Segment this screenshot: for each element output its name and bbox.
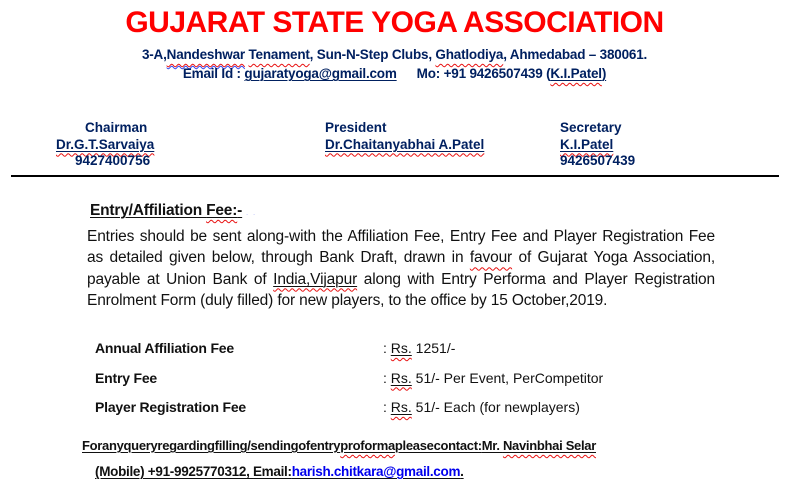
grammar-squiggle	[150, 138, 326, 154]
contact-email-link[interactable]: harish.chitkara@gmail.com	[291, 464, 461, 479]
body-paragraph	[87, 226, 715, 311]
officer-name: Dr.G.T.Sarvaiya	[56, 136, 155, 152]
mobile-label: Mo: +91 9426507439 (	[416, 66, 551, 81]
fee-label: Annual Affiliation Fee	[95, 340, 234, 356]
officer-role: Secretary	[560, 120, 622, 135]
fee-value: : Rs. 51/- Each (for newplayers)	[383, 399, 580, 415]
officer-name: Dr.Chaitanyabhai A.Patel	[325, 136, 485, 152]
misspelled-word: proforma	[340, 438, 395, 453]
fee-row-entry	[95, 370, 603, 387]
address-part: , Ahmedabad – 380061.	[503, 47, 648, 62]
query-text: For any query regarding filling/sending of entry proforma please contact:	[82, 438, 482, 453]
close-paren: )	[601, 66, 607, 81]
fee-row-annual-affiliation	[95, 340, 603, 357]
paragraph-text: along with Entry Performa and Player Registration Enrolment Form (duly filled) for new players, to the office by 15 October,2019.	[87, 270, 715, 309]
officer-chairman	[56, 120, 154, 170]
association-contact-line	[0, 66, 789, 81]
association-email-link[interactable]: gujaratyoga@gmail.com	[244, 66, 397, 81]
mobile-and-email-label: (Mobile) +91-9925770312, Email:	[95, 464, 292, 479]
officer-phone: 9426507439	[560, 153, 636, 168]
misspelled-word: Fee:	[206, 202, 238, 219]
misspelled-word: Rs.	[390, 399, 412, 415]
bank-branch	[273, 271, 357, 288]
fee-value: : Rs. 1251/-	[383, 340, 456, 356]
misspelled-word: India,Vijapur	[273, 270, 358, 288]
misspelled-word: K.I.Patel	[550, 66, 602, 81]
misspelled-word: Rs.	[390, 369, 412, 386]
fee-label: Entry Fee	[95, 369, 157, 386]
association-title: GUJARAT STATE YOGA ASSOCIATION	[125, 6, 664, 39]
fee-row-player-registration	[95, 399, 603, 416]
paragraph-text: Entries should be sent along-with the Affiliation Fee, Entry Fee and Player Registration Fee as detailed given below, through Bank Draft, drawn in	[87, 228, 715, 267]
contact-person-name: Navinbhai Selar	[502, 438, 596, 453]
officer-phone: 9427400756	[75, 153, 151, 168]
heading-text: Entry/Affiliation Fee:-	[90, 202, 243, 219]
fee-label: Player Registration Fee	[95, 399, 247, 415]
misspelled-word: Tenament	[248, 47, 310, 62]
misspelled-word: Ghatlodiya	[435, 47, 504, 62]
officer-president	[325, 120, 484, 153]
mobile-email-line	[95, 464, 464, 479]
grammar-squiggle	[167, 47, 245, 62]
fee-table	[95, 340, 603, 429]
query-contact-line	[82, 438, 742, 453]
officer-role: Chairman	[85, 120, 148, 135]
officer-name: K.I.Patel	[560, 136, 614, 152]
fee-value: : Rs. 51/- Per Event, PerCompetitor	[383, 369, 604, 386]
address-part: 3-A,	[141, 47, 167, 62]
contact-honorific: Mr.	[481, 438, 503, 453]
misspelled-word: Rs.	[390, 340, 412, 356]
association-address	[0, 47, 789, 62]
address-part: , Sun-N-Step Clubs,	[309, 47, 436, 62]
misspelled-word: favour	[469, 249, 513, 267]
misspelled-word: Nandeshwar	[166, 47, 245, 62]
officer-role: President	[325, 120, 387, 135]
contact-person-name	[550, 66, 601, 81]
line-end-period: .	[460, 464, 464, 479]
officer-secretary	[560, 120, 635, 170]
email-label: Email Id :	[182, 66, 245, 81]
paragraph-text: of Gujarat Yoga Association, payable at Union Bank of	[87, 249, 716, 288]
horizontal-divider	[11, 175, 779, 177]
grammar-squiggle	[242, 197, 258, 215]
section-heading	[90, 197, 258, 220]
